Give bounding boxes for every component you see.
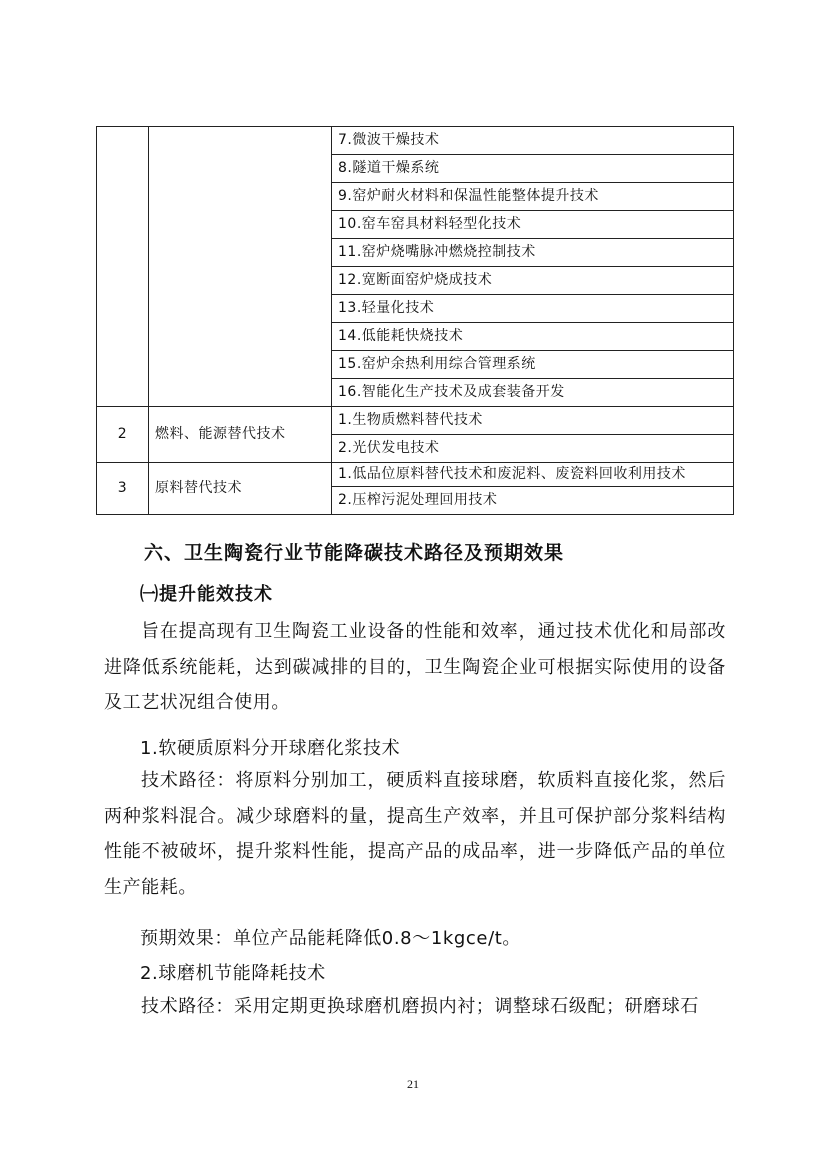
row-category [149,127,332,407]
tech-item: 2.光伏发电技术 [332,435,734,463]
tech-item: 9.窑炉耐火材料和保温性能整体提升技术 [332,183,734,211]
technology-table [96,126,734,515]
tech-item: 15.窑炉余热利用综合管理系统 [332,351,734,379]
item-1-expected-effect: 预期效果：单位产品能耗降低0.8～1kgce/t。 [140,928,522,949]
table-row [97,407,734,435]
section-heading: 六、卫生陶瓷行业节能降碳技术路径及预期效果 [144,542,565,564]
item-1-title: 1.软硬质原料分开球磨化浆技术 [140,738,401,759]
tech-item: 1.生物质燃料替代技术 [332,407,734,435]
intro-paragraph: 旨在提高现有卫生陶瓷工业设备的性能和效率，通过技术优化和局部改进降低系统能耗，达到碳减排的目的，卫生陶瓷企业可根据实际使用的设备及工艺状况组合使用。 [104,621,726,713]
tech-item: 2.压榨污泥处理回用技术 [332,487,734,515]
row-number: 2 [97,407,149,463]
page-number: 21 [407,1077,419,1091]
tech-item: 11.窑炉烧嘴脉冲燃烧控制技术 [332,239,734,267]
row-number [97,127,149,407]
row-category: 原料替代技术 [149,463,332,515]
item-2-title: 2.球磨机节能降耗技术 [140,963,326,984]
tech-item: 8.隧道干燥系统 [332,155,734,183]
tech-item: 12.宽断面窑炉烧成技术 [332,267,734,295]
item-2-technical-path: 技术路径：采用定期更换球磨机磨损内衬；调整球石级配；研磨球石 [141,996,699,1017]
row-category: 燃料、能源替代技术 [149,407,332,463]
row-number: 3 [97,463,149,515]
tech-item: 13.轻量化技术 [332,295,734,323]
item-1-technical-path: 技术路径：将原料分别加工，硬质料直接球磨，软质料直接化浆，然后两种浆料混合。减少球磨料的量，提高生产效率，并且可保护部分浆料结构性能不被破坏，提升浆料性能，提高产品的成品率，进一步降低产品的单位生产能耗。 [104,770,726,898]
table-row [97,463,734,487]
tech-item: 1.低品位原料替代技术和废泥料、废瓷料回收利用技术 [332,463,734,487]
subsection-heading: ㈠提升能效技术 [140,584,273,605]
tech-item: 14.低能耗快烧技术 [332,323,734,351]
tech-item: 16.智能化生产技术及成套装备开发 [332,379,734,407]
tech-item: 7.微波干燥技术 [332,127,734,155]
table-row [97,127,734,155]
tech-item: 10.窑车窑具材料轻型化技术 [332,211,734,239]
